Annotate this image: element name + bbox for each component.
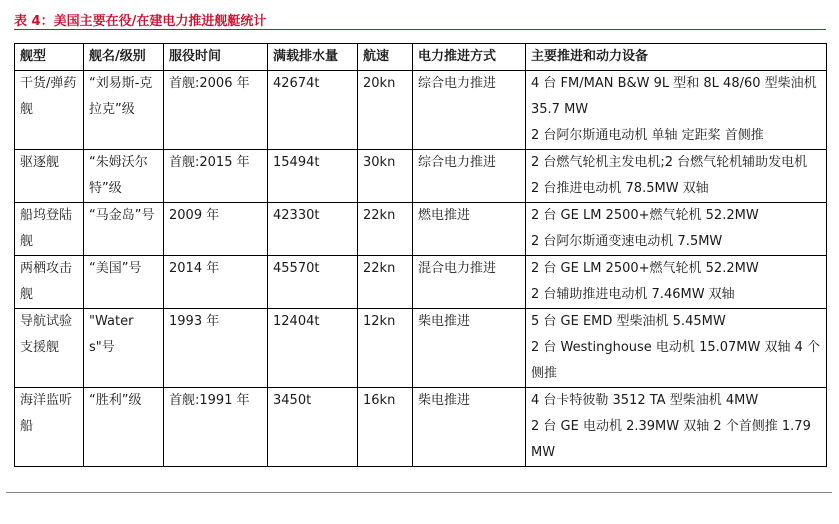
cell-name: “美国”号 <box>84 256 164 309</box>
equipment-line: 2 台 GE LM 2500+燃气轮机 52.2MW <box>531 208 759 223</box>
header-service: 服役时间 <box>164 44 268 71</box>
cell-displacement: 45570t <box>268 256 358 309</box>
cell-speed: 20kn <box>358 71 413 150</box>
table-title: 表 4：美国主要在役/在建电力推进舰艇统计 <box>14 14 267 29</box>
table-row <box>15 309 827 388</box>
cell-method: 燃电推进 <box>413 203 526 256</box>
header-type: 舰型 <box>15 44 84 71</box>
equipment-line: 2 台辅助推进电动机 7.46MW 双轴 <box>531 287 735 302</box>
cell-service: 首舰:2015 年 <box>164 150 268 203</box>
cell-displacement: 12404t <box>268 309 358 388</box>
equipment-line: 2 台燃气轮机主发电机;2 台燃气轮机辅助发电机 <box>531 155 808 170</box>
cell-name: “马金岛”号 <box>84 203 164 256</box>
cell-equipment <box>526 203 827 256</box>
cell-method: 综合电力推进 <box>413 71 526 150</box>
equipment-line: 4 台 FM/MAN B&W 9L 型和 8L 48/60 型柴油机 35.7 MW <box>531 76 817 117</box>
cell-equipment <box>526 256 827 309</box>
cell-type: 海洋监听船 <box>15 388 84 467</box>
table-row <box>15 256 827 309</box>
cell-name: “胜利”级 <box>84 388 164 467</box>
table-row <box>15 203 827 256</box>
cell-equipment <box>526 150 827 203</box>
cell-equipment <box>526 388 827 467</box>
equipment-line: 2 台推进电动机 78.5MW 双轴 <box>531 181 709 196</box>
title-divider <box>14 29 826 30</box>
cell-speed: 12kn <box>358 309 413 388</box>
table-header-row <box>15 44 827 71</box>
cell-speed: 22kn <box>358 203 413 256</box>
header-name: 舰名/级别 <box>84 44 164 71</box>
header-speed: 航速 <box>358 44 413 71</box>
cell-speed: 22kn <box>358 256 413 309</box>
cell-method: 混合电力推进 <box>413 256 526 309</box>
cell-speed: 16kn <box>358 388 413 467</box>
cell-method: 柴电推进 <box>413 309 526 388</box>
cell-displacement: 3450t <box>268 388 358 467</box>
header-displacement: 满载排水量 <box>268 44 358 71</box>
cell-type: 两栖攻击舰 <box>15 256 84 309</box>
table-row <box>15 388 827 467</box>
cell-method: 综合电力推进 <box>413 150 526 203</box>
equipment-line: 2 台 Westinghouse 电动机 15.07MW 双轴 4 个侧推 <box>531 340 821 381</box>
ship-table <box>14 43 827 467</box>
cell-equipment <box>526 71 827 150</box>
table-row <box>15 71 827 150</box>
equipment-line: 2 台 GE 电动机 2.39MW 双轴 2 个首侧推 1.79MW <box>531 419 811 460</box>
cell-type: 驱逐舰 <box>15 150 84 203</box>
cell-displacement: 42330t <box>268 203 358 256</box>
table-row <box>15 150 827 203</box>
equipment-line: 2 台阿尔斯通电动机 单轴 定距桨 首侧推 <box>531 128 764 143</box>
cell-method: 柴电推进 <box>413 388 526 467</box>
cell-type: 干货/弹药舰 <box>15 71 84 150</box>
cell-equipment <box>526 309 827 388</box>
cell-service: 2014 年 <box>164 256 268 309</box>
cell-service: 1993 年 <box>164 309 268 388</box>
cell-type: 船坞登陆舰 <box>15 203 84 256</box>
cell-service: 首舰:1991 年 <box>164 388 268 467</box>
header-method: 电力推进方式 <box>413 44 526 71</box>
cell-speed: 30kn <box>358 150 413 203</box>
footer-divider <box>6 492 832 493</box>
equipment-line: 2 台 GE LM 2500+燃气轮机 52.2MW <box>531 261 759 276</box>
cell-type: 导航试验支援舰 <box>15 309 84 388</box>
cell-name: “朱姆沃尔特”级 <box>84 150 164 203</box>
header-equipment: 主要推进和动力设备 <box>526 44 827 71</box>
equipment-line: 2 台阿尔斯通变速电动机 7.5MW <box>531 234 723 249</box>
cell-name: “刘易斯-克拉克”级 <box>84 71 164 150</box>
equipment-line: 5 台 GE EMD 型柴油机 5.45MW <box>531 314 726 329</box>
cell-service: 首舰:2006 年 <box>164 71 268 150</box>
cell-displacement: 42674t <box>268 71 358 150</box>
cell-displacement: 15494t <box>268 150 358 203</box>
cell-name: "Waters"号 <box>84 309 164 388</box>
cell-service: 2009 年 <box>164 203 268 256</box>
equipment-line: 4 台卡特彼勒 3512 TA 型柴油机 4MW <box>531 393 759 408</box>
